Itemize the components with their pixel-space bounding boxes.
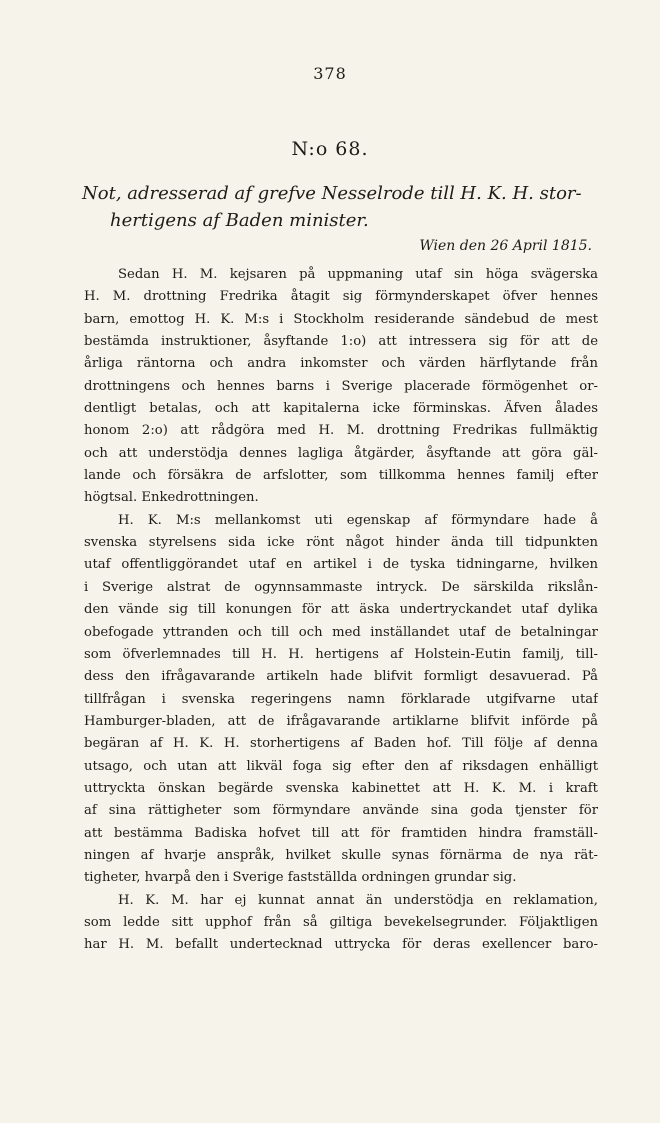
body-line: dess den ifrågavarande artikeln hade blifvit formligt desavuerad. På [84, 669, 598, 685]
heading-line-1: Not, adresserad af grefve Nesselrode till H. K. H. stor- [82, 183, 582, 204]
body-line: H. K. M. har ej kunnat annat än understödja en reklamation, [118, 892, 598, 908]
body-line: bestämda instruktioner, åsyftande 1:o) att intressera sig för att de [84, 334, 598, 350]
body-line: lande och försäkra de arfslotter, som tillkomma hennes familj efter [84, 468, 598, 484]
body-line: i Sverige alstrat de ogynnsammaste intryck. De särskilda rikslån- [84, 579, 598, 595]
body-line: uttryckta önskan begärde svenska kabinettet att H. K. M. i kraft [84, 780, 598, 796]
dateline: Wien den 26 April 1815. [419, 238, 592, 254]
body-line: dentligt betalas, och att kapitalerna icke förminskas. Äfven ålades [84, 401, 598, 417]
body-line: obefogade yttranden och till och med inställandet utaf de betalningar [84, 624, 598, 640]
body-line: honom 2:o) att rådgöra med H. M. drottning Fredrikas fullmäktig [84, 423, 598, 439]
body-line: Sedan H. M. kejsaren på uppmaning utaf sin höga svägerska [118, 267, 598, 282]
body-line: af sina rättigheter som förmyndare använde sina goda tjenster för [84, 803, 598, 819]
body-text [84, 264, 598, 957]
body-line: som ledde sitt upphof från så giltiga bevekelsegrunder. Följaktligen [84, 914, 598, 930]
body-line: begäran af H. K. H. storhertigens af Baden hof. Till följe af denna [84, 736, 598, 752]
body-line: ningen af hvarje anspråk, hvilket skulle synas förnärma de nya rät- [84, 847, 598, 863]
page-number: 378 [313, 64, 347, 83]
body-line: Hamburger-bladen, att de ifrågavarande artiklarne blifvit införde på [84, 713, 598, 729]
body-line: tigheter, hvarpå den i Sverige fastställda ordningen grundar sig. [84, 870, 517, 886]
body-line: har H. M. befallt undertecknad uttrycka för deras exellencer baro- [84, 937, 598, 953]
body-line: H. K. M:s mellankomst uti egenskap af förmyndare hade å [118, 512, 598, 528]
document-heading [82, 180, 602, 234]
body-line: och att understödja dennes lagliga åtgärder, åsyftande att göra gäl- [84, 445, 598, 461]
body-line: högtsal. Enkedrottningen. [84, 490, 259, 506]
body-line: H. M. drottning Fredrika åtagit sig förmynderskapet öfver hennes [84, 289, 598, 305]
body-line: som öfverlemnades till H. H. hertigens af Holstein-Eutin familj, till- [84, 646, 598, 662]
heading-line-2: hertigens af Baden minister. [110, 210, 369, 231]
body-line: utsago, och utan att likväl foga sig efter den af riksdagen enhälligt [84, 758, 598, 774]
body-line: tillfrågan i svenska regeringens namn förklarade utgifvarne utaf [84, 691, 598, 707]
body-line: den vände sig till konungen för att äska undertryckandet utaf dylika [84, 602, 598, 618]
document-number: N:o 68. [291, 138, 369, 160]
body-line: årliga räntorna och andra inkomster och värden härflytande från [84, 356, 598, 372]
body-line: utaf offentliggörandet utaf en artikel i de tyska tidningarne, hvilken [84, 557, 598, 573]
body-line: att bestämma Badiska hofvet till att för framtiden hindra framställ- [84, 825, 598, 841]
body-line: drottningens och hennes barns i Sverige placerade förmögenhet or- [84, 378, 598, 394]
body-line: svenska styrelsens sida icke rönt något hinder ända till tidpunkten [84, 535, 598, 551]
body-line: barn, emottog H. K. M:s i Stockholm residerande sändebud de mest [84, 311, 598, 327]
